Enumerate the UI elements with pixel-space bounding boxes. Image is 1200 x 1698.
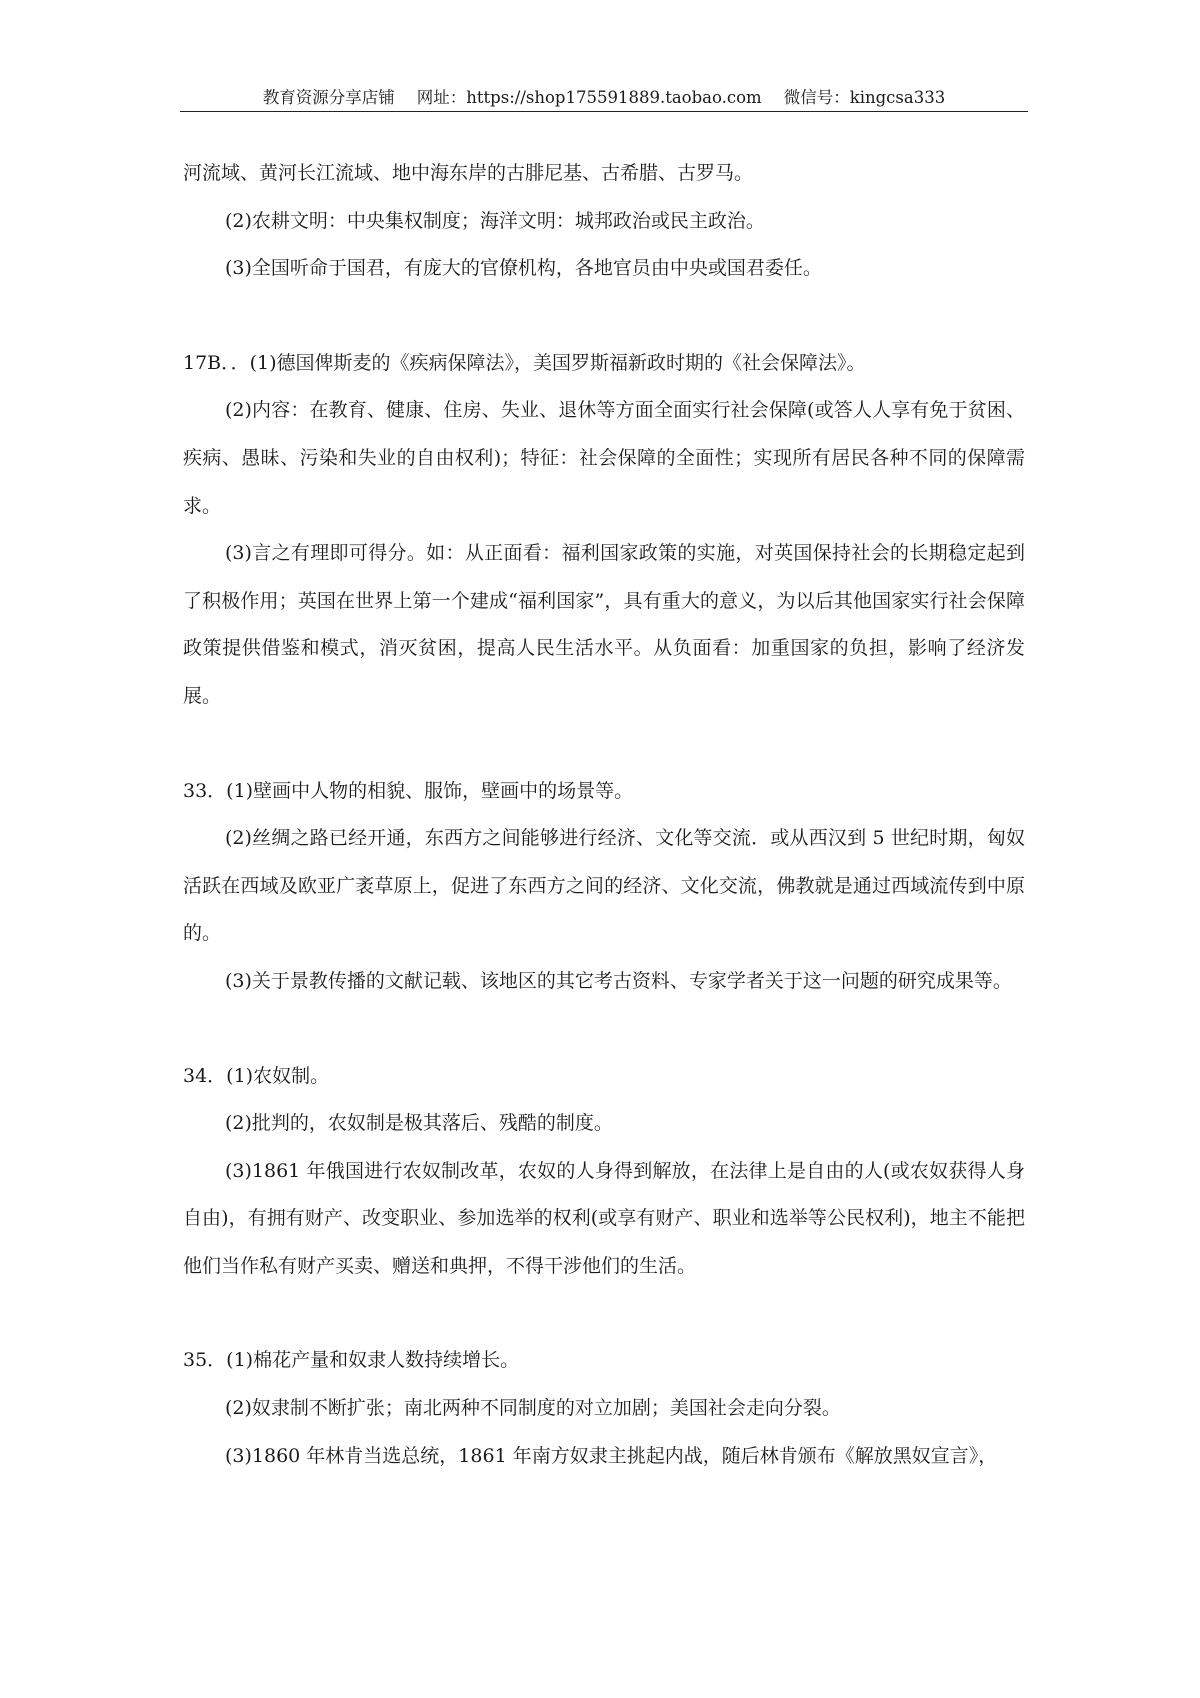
paragraph: 35．(1)棉花产量和奴隶人数持续增长。 — [183, 1349, 520, 1372]
paragraph: (3)关于景教传播的文献记载、该地区的其它考古资料、专家学者关于这一问题的研究成果等。 — [225, 969, 1012, 992]
paragraph: (3)全国听命于国君，有庞大的官僚机构，各地官员由中央或国君委任。 — [225, 257, 822, 280]
header-divider — [180, 111, 1028, 112]
answer-content — [183, 150, 1025, 1527]
paragraph: (3)1860 年林肯当选总统，1861 年南方奴隶主挑起内战，随后林肯颁布《解放黑奴宣言》， — [225, 1444, 998, 1467]
answer-block-17b — [183, 340, 1025, 721]
page-header — [180, 84, 1028, 112]
paragraph: (3)言之有理即可得分。如：从正面看：福利国家政策的实施，对英国保持社会的长期稳定起到了积极作用；英国在世界上第一个建成“福利国家”，具有重大的意义，为以后其他国家实行社会保障政策提供借鉴和模式，消灭贫困，提高人民生活水平。从负面看：加重国家的负担，影响了经济发展。 — [183, 542, 1025, 707]
paragraph: 33．(1)壁画中人物的相貌、服饰，壁画中的场景等。 — [183, 779, 634, 802]
answer-block-continuation — [183, 150, 1025, 293]
header-shop-name: 教育资源分享店铺 — [262, 88, 395, 107]
paragraph: 17B．．(1)德国俾斯麦的《疾病保障法》，美国罗斯福新政时期的《社会保障法》。 — [183, 351, 866, 374]
paragraph: (2)丝绸之路已经开通，东西方之间能够进行经济、文化等交流．或从西汉到 5 世纪时期，匈奴活跃在西域及欧亚广袤草原上，促进了东西方之间的经济、文化交流，佛教就是通过西域流传到中原的。 — [183, 827, 1025, 945]
paragraph: 34．(1)农奴制。 — [183, 1064, 330, 1087]
paragraph: (2)内容：在教育、健康、住房、失业、退休等方面全面实行社会保障(或答人人享有免于贫困、疾病、愚昧、污染和失业的自由权利)；特征：社会保障的全面性；实现所有居民各种不同的保障需求。 — [183, 399, 1025, 517]
answer-block-33 — [183, 768, 1025, 1006]
paragraph: (2)农耕文明：中央集权制度；海洋文明：城邦政治或民主政治。 — [225, 209, 765, 232]
paragraph: (2)奴隶制不断扩张；南北两种不同制度的对立加剧；美国社会走向分裂。 — [225, 1397, 841, 1420]
paragraph: (3)1861 年俄国进行农奴制改革，农奴的人身得到解放，在法律上是自由的人(或农奴获得人身自由)，有拥有财产、改变职业、参加选举的权利(或享有财产、职业和选举等公民权利)，地主不能把他们当作私有财产买卖、赠送和典押，不得干涉他们的生活。 — [183, 1159, 1025, 1277]
header-wechat-id: 微信号：kingcsa333 — [783, 88, 946, 107]
answer-block-35 — [183, 1337, 1025, 1480]
paragraph: (2)批判的，农奴制是极其落后、残酷的制度。 — [225, 1112, 613, 1135]
answer-block-34 — [183, 1053, 1025, 1291]
paragraph: 河流域、黄河长江流域、地中海东岸的古腓尼基、古希腊、古罗马。 — [183, 162, 754, 184]
header-shop-url: 网址：https://shop175591889.taobao.com — [416, 88, 762, 107]
